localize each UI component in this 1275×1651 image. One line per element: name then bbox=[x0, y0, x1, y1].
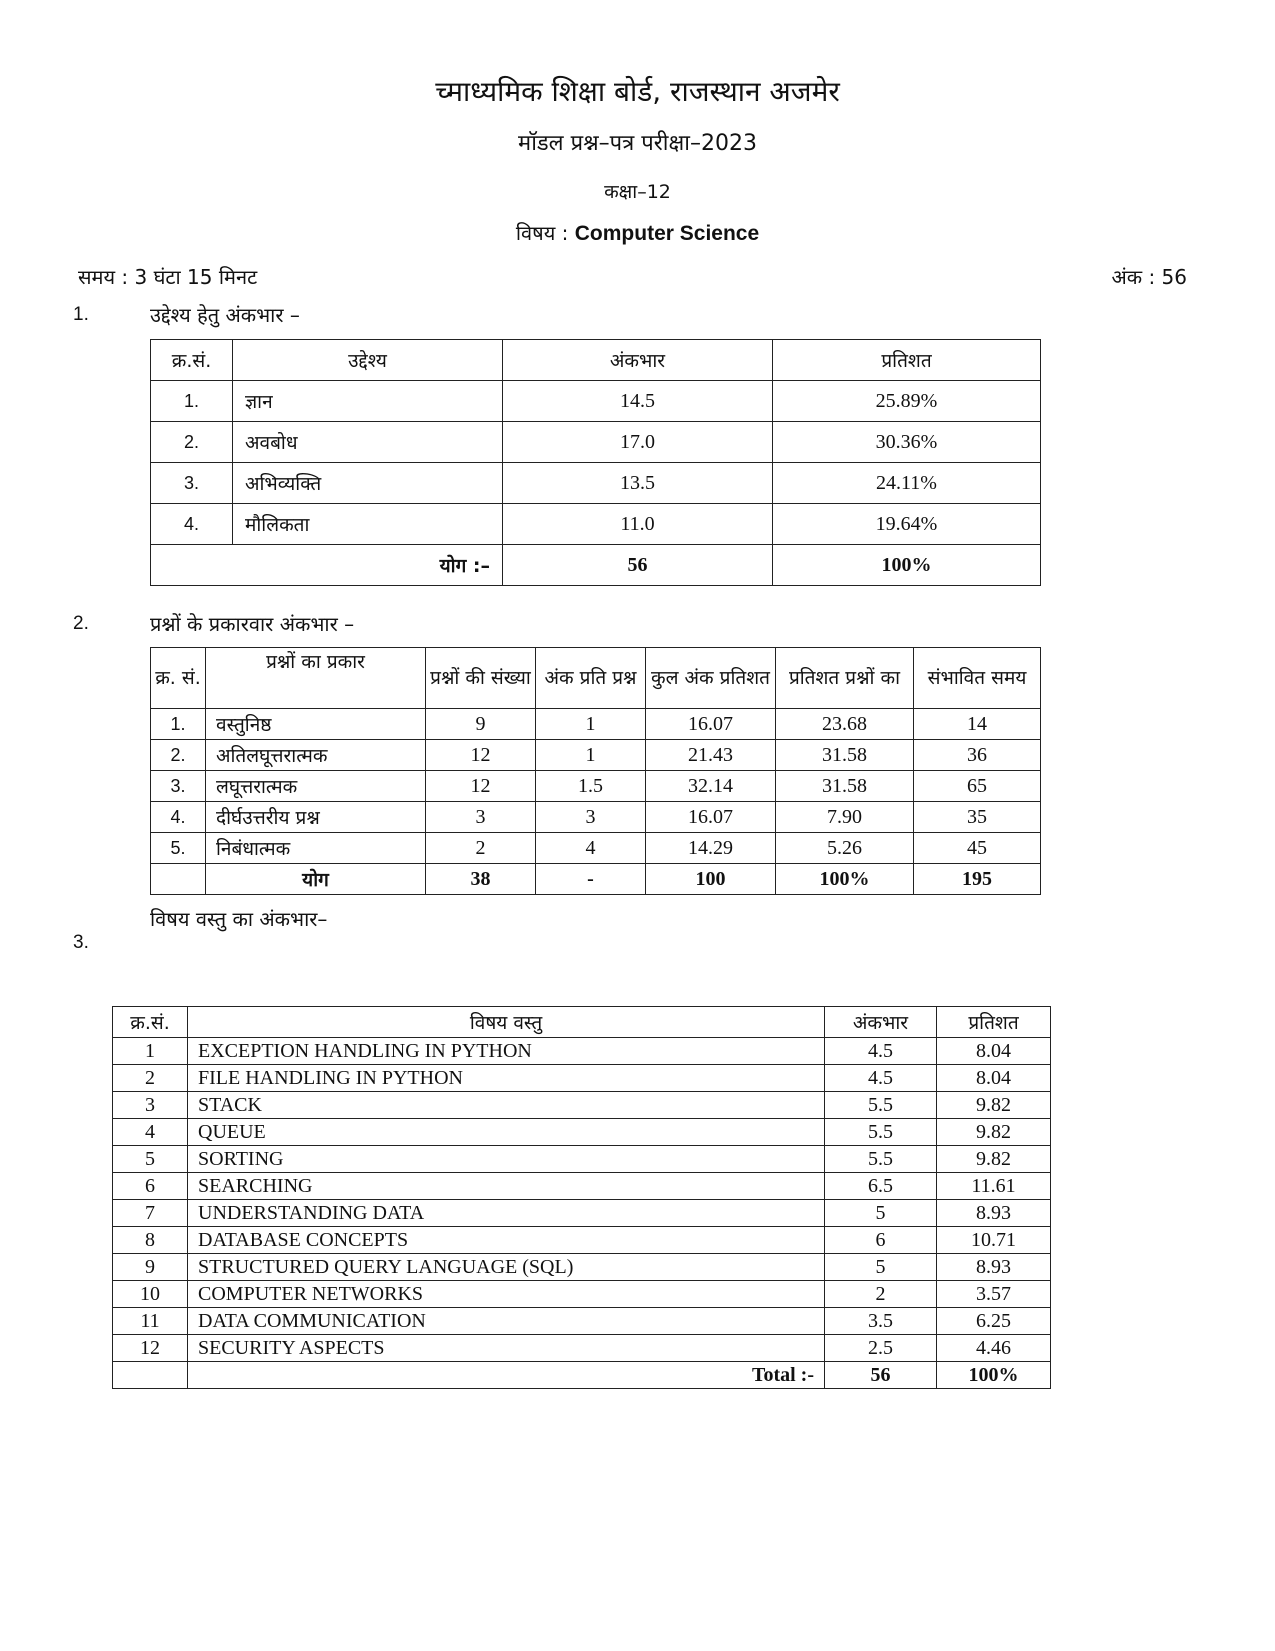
percent-cell: 24.11% bbox=[773, 463, 1041, 504]
topic-cell: STRUCTURED QUERY LANGUAGE (SQL) bbox=[188, 1254, 825, 1281]
empty-cell bbox=[151, 864, 206, 895]
table-row bbox=[113, 1227, 1051, 1254]
subject-label: विषय : bbox=[515, 221, 569, 245]
topic-cell: QUEUE bbox=[188, 1119, 825, 1146]
header-cell: संभावित समय bbox=[914, 648, 1041, 709]
table-total-row bbox=[113, 1362, 1051, 1389]
board-title: च्माध्यमिक शिक्षा बोर्ड, राजस्थान अजमेर bbox=[435, 75, 840, 108]
objective-cell: मौलिकता bbox=[233, 504, 503, 545]
table-row bbox=[151, 709, 1041, 740]
type-cell: वस्तुनिष्ठ bbox=[206, 709, 426, 740]
header-cell: अंक प्रति प्रश्न bbox=[536, 648, 646, 709]
table-row bbox=[151, 740, 1041, 771]
percent-cell: 8.93 bbox=[937, 1200, 1051, 1227]
serial-cell: 1 bbox=[113, 1038, 188, 1065]
topic-cell: DATA COMMUNICATION bbox=[188, 1308, 825, 1335]
table-header-row bbox=[113, 1007, 1051, 1038]
topic-cell: COMPUTER NETWORKS bbox=[188, 1281, 825, 1308]
total-label: योग bbox=[206, 864, 426, 895]
section-3-title: विषय वस्तु का अंकभार– bbox=[150, 907, 328, 931]
total-label: Total :- bbox=[188, 1362, 825, 1389]
total-pct-cell: 16.07 bbox=[646, 802, 776, 833]
serial-cell: 3. bbox=[151, 463, 233, 504]
header-cell: क्र.सं. bbox=[151, 340, 233, 381]
total-marks: 56 bbox=[503, 545, 773, 586]
total-percent: 100% bbox=[937, 1362, 1051, 1389]
section-1-title: उद्देश्य हेतु अंकभार – bbox=[150, 303, 300, 327]
table-row bbox=[151, 833, 1041, 864]
question-pct-cell: 5.26 bbox=[776, 833, 914, 864]
table-row bbox=[113, 1308, 1051, 1335]
marks-cell: 2 bbox=[825, 1281, 937, 1308]
serial-cell: 4 bbox=[113, 1119, 188, 1146]
max-marks: अंक : 56 bbox=[1111, 265, 1187, 289]
percent-cell: 11.61 bbox=[937, 1173, 1051, 1200]
section-1-number: 1. bbox=[73, 304, 89, 325]
type-cell: अतिलघूत्तरात्मक bbox=[206, 740, 426, 771]
time-cell: 36 bbox=[914, 740, 1041, 771]
table-row bbox=[113, 1281, 1051, 1308]
type-cell: लघूत्तरात्मक bbox=[206, 771, 426, 802]
total-pct: 100 bbox=[646, 864, 776, 895]
topic-cell: UNDERSTANDING DATA bbox=[188, 1200, 825, 1227]
section-3-number: 3. bbox=[73, 932, 89, 953]
percent-cell: 4.46 bbox=[937, 1335, 1051, 1362]
objective-cell: अभिव्यक्ति bbox=[233, 463, 503, 504]
marks-cell: 2.5 bbox=[825, 1335, 937, 1362]
serial-cell: 7 bbox=[113, 1200, 188, 1227]
per-question-cell: 1 bbox=[536, 740, 646, 771]
marks-cell: 4.5 bbox=[825, 1065, 937, 1092]
table-header-row bbox=[151, 648, 1041, 709]
serial-cell: 3 bbox=[113, 1092, 188, 1119]
table-row bbox=[113, 1173, 1051, 1200]
table-row bbox=[113, 1092, 1051, 1119]
percent-cell: 8.93 bbox=[937, 1254, 1051, 1281]
percent-cell: 30.36% bbox=[773, 422, 1041, 463]
section-2-title: प्रश्नों के प्रकारवार अंकभार – bbox=[150, 612, 355, 636]
table-row bbox=[151, 422, 1041, 463]
table-row bbox=[113, 1146, 1051, 1173]
total-per-question: - bbox=[536, 864, 646, 895]
header-cell: अंकभार bbox=[825, 1007, 937, 1038]
header-cell: कुल अंक प्रतिशत bbox=[646, 648, 776, 709]
percent-cell: 9.82 bbox=[937, 1146, 1051, 1173]
subject-line bbox=[0, 219, 1275, 246]
header-cell: प्रश्नों का प्रकार bbox=[206, 648, 426, 709]
count-cell: 2 bbox=[426, 833, 536, 864]
header-cell: अंकभार bbox=[503, 340, 773, 381]
table-row bbox=[151, 504, 1041, 545]
table-row bbox=[151, 381, 1041, 422]
percent-cell: 10.71 bbox=[937, 1227, 1051, 1254]
marks-cell: 3.5 bbox=[825, 1308, 937, 1335]
section-2-number: 2. bbox=[73, 613, 89, 634]
total-question-pct: 100% bbox=[776, 864, 914, 895]
content-weightage-table bbox=[112, 1006, 1051, 1389]
serial-cell: 10 bbox=[113, 1281, 188, 1308]
serial-cell: 2. bbox=[151, 422, 233, 463]
per-question-cell: 1.5 bbox=[536, 771, 646, 802]
serial-cell: 4. bbox=[151, 802, 206, 833]
serial-cell: 2 bbox=[113, 1065, 188, 1092]
empty-cell bbox=[113, 1362, 188, 1389]
total-marks: 56 bbox=[825, 1362, 937, 1389]
table-row bbox=[113, 1119, 1051, 1146]
header-cell: विषय वस्तु bbox=[188, 1007, 825, 1038]
serial-cell: 5. bbox=[151, 833, 206, 864]
objective-weightage-table bbox=[150, 339, 1041, 586]
topic-cell: SEARCHING bbox=[188, 1173, 825, 1200]
marks-cell: 14.5 bbox=[503, 381, 773, 422]
total-percent: 100% bbox=[773, 545, 1041, 586]
topic-cell: DATABASE CONCEPTS bbox=[188, 1227, 825, 1254]
total-pct-cell: 32.14 bbox=[646, 771, 776, 802]
total-count: 38 bbox=[426, 864, 536, 895]
question-pct-cell: 7.90 bbox=[776, 802, 914, 833]
serial-cell: 9 bbox=[113, 1254, 188, 1281]
topic-cell: SECURITY ASPECTS bbox=[188, 1335, 825, 1362]
percent-cell: 25.89% bbox=[773, 381, 1041, 422]
question-type-weightage-table bbox=[150, 647, 1041, 895]
percent-cell: 9.82 bbox=[937, 1119, 1051, 1146]
table-row bbox=[151, 771, 1041, 802]
marks-cell: 5 bbox=[825, 1254, 937, 1281]
header-cell: प्रतिशत bbox=[937, 1007, 1051, 1038]
marks-cell: 6 bbox=[825, 1227, 937, 1254]
table-row bbox=[113, 1038, 1051, 1065]
time-cell: 14 bbox=[914, 709, 1041, 740]
time-cell: 35 bbox=[914, 802, 1041, 833]
model-paper-title: मॉडल प्रश्न–पत्र परीक्षा–2023 bbox=[518, 131, 757, 156]
time-cell: 65 bbox=[914, 771, 1041, 802]
total-pct-cell: 14.29 bbox=[646, 833, 776, 864]
header-cell: उद्देश्य bbox=[233, 340, 503, 381]
marks-cell: 5.5 bbox=[825, 1092, 937, 1119]
percent-cell: 19.64% bbox=[773, 504, 1041, 545]
header-cell: प्रतिशत bbox=[773, 340, 1041, 381]
serial-cell: 1. bbox=[151, 381, 233, 422]
total-time: 195 bbox=[914, 864, 1041, 895]
header-cell: क्र. सं. bbox=[151, 648, 206, 709]
table-total-row bbox=[151, 545, 1041, 586]
type-cell: दीर्घउत्तरीय प्रश्न bbox=[206, 802, 426, 833]
serial-cell: 6 bbox=[113, 1173, 188, 1200]
count-cell: 3 bbox=[426, 802, 536, 833]
table-row bbox=[151, 802, 1041, 833]
percent-cell: 6.25 bbox=[937, 1308, 1051, 1335]
marks-cell: 6.5 bbox=[825, 1173, 937, 1200]
question-pct-cell: 31.58 bbox=[776, 771, 914, 802]
table-row bbox=[151, 463, 1041, 504]
time-allowed: समय : 3 घंटा 15 मिनट bbox=[78, 265, 258, 289]
count-cell: 12 bbox=[426, 771, 536, 802]
percent-cell: 8.04 bbox=[937, 1065, 1051, 1092]
question-pct-cell: 23.68 bbox=[776, 709, 914, 740]
table-row bbox=[113, 1200, 1051, 1227]
serial-cell: 12 bbox=[113, 1335, 188, 1362]
objective-cell: ज्ञान bbox=[233, 381, 503, 422]
marks-cell: 11.0 bbox=[503, 504, 773, 545]
per-question-cell: 3 bbox=[536, 802, 646, 833]
total-pct-cell: 21.43 bbox=[646, 740, 776, 771]
table-header-row bbox=[151, 340, 1041, 381]
total-label: योग :– bbox=[151, 545, 503, 586]
count-cell: 9 bbox=[426, 709, 536, 740]
table-row bbox=[113, 1335, 1051, 1362]
marks-cell: 17.0 bbox=[503, 422, 773, 463]
topic-cell: FILE HANDLING IN PYTHON bbox=[188, 1065, 825, 1092]
per-question-cell: 4 bbox=[536, 833, 646, 864]
serial-cell: 1. bbox=[151, 709, 206, 740]
question-pct-cell: 31.58 bbox=[776, 740, 914, 771]
header-cell: क्र.सं. bbox=[113, 1007, 188, 1038]
topic-cell: STACK bbox=[188, 1092, 825, 1119]
marks-cell: 5 bbox=[825, 1200, 937, 1227]
percent-cell: 3.57 bbox=[937, 1281, 1051, 1308]
subject-value: Computer Science bbox=[574, 222, 760, 245]
time-cell: 45 bbox=[914, 833, 1041, 864]
table-total-row bbox=[151, 864, 1041, 895]
header-cell: प्रतिशत प्रश्नों का bbox=[776, 648, 914, 709]
total-pct-cell: 16.07 bbox=[646, 709, 776, 740]
serial-cell: 2. bbox=[151, 740, 206, 771]
serial-cell: 8 bbox=[113, 1227, 188, 1254]
objective-cell: अवबोध bbox=[233, 422, 503, 463]
class-label: कक्षा–12 bbox=[604, 181, 671, 203]
marks-cell: 4.5 bbox=[825, 1038, 937, 1065]
type-cell: निबंधात्मक bbox=[206, 833, 426, 864]
serial-cell: 11 bbox=[113, 1308, 188, 1335]
marks-cell: 13.5 bbox=[503, 463, 773, 504]
percent-cell: 8.04 bbox=[937, 1038, 1051, 1065]
serial-cell: 5 bbox=[113, 1146, 188, 1173]
header-cell: प्रश्नों की संख्या bbox=[426, 648, 536, 709]
topic-cell: SORTING bbox=[188, 1146, 825, 1173]
marks-cell: 5.5 bbox=[825, 1119, 937, 1146]
per-question-cell: 1 bbox=[536, 709, 646, 740]
table-row bbox=[113, 1065, 1051, 1092]
count-cell: 12 bbox=[426, 740, 536, 771]
marks-cell: 5.5 bbox=[825, 1146, 937, 1173]
serial-cell: 4. bbox=[151, 504, 233, 545]
topic-cell: EXCEPTION HANDLING IN PYTHON bbox=[188, 1038, 825, 1065]
serial-cell: 3. bbox=[151, 771, 206, 802]
table-row bbox=[113, 1254, 1051, 1281]
percent-cell: 9.82 bbox=[937, 1092, 1051, 1119]
